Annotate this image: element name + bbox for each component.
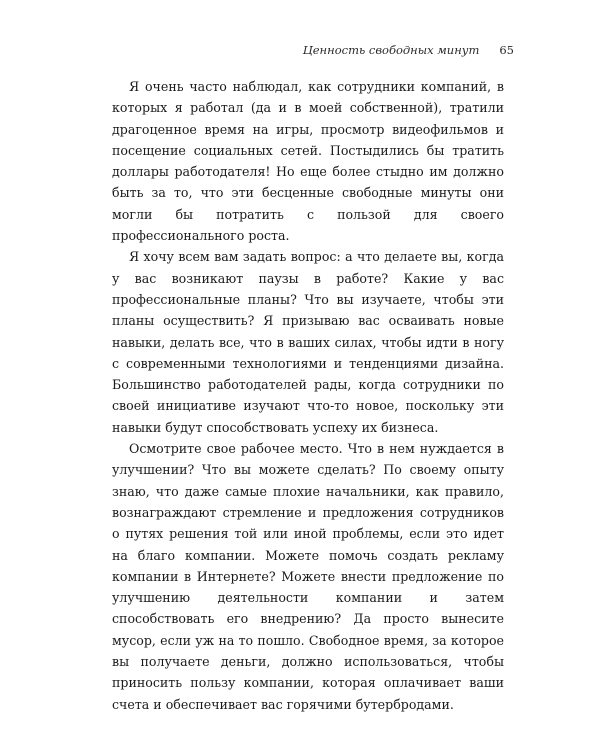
paragraph-3: Осмотрите свое рабочее место. Что в нем нуждается в улучшении? Что вы можете сделать? По своему опыту знаю, что даже самые плохие начальники, как правило, вознаграждают стремление и предложения сотрудников о путях решения той или иной проблемы, если это идет на благо компании. Можете помочь создать рекламу компании в Интернете? Можете внести предложение по улучшению деятельности компании и затем способствовать его внедрению? Да просто вынесите мусор, если уж на то пошло. Свободное время, за которое вы получаете деньги, должно использоваться, чтобы приносить пользу компании, которая оплачивает ваши счета и обеспечивает вас горячими бутербродами. — [112, 441, 504, 712]
running-head — [110, 43, 514, 57]
paragraph-2: Я хочу всем вам задать вопрос: а что делаете вы, когда у вас возникают паузы в работе? Какие у вас профессиональные планы? Что вы изучаете, чтобы эти планы осуществить? Я призываю вас осваивать новые навыки, делать все, что в ваших силах, чтобы идти в ногу с современными технологиями и тенденциями дизайна. Большинство работодателей рады, когда сотрудники по своей инициативе изучают что-то новое, поскольку эти навыки будут способствовать успеху их бизнеса. — [112, 249, 504, 435]
page-number: 65 — [499, 43, 514, 57]
paragraph-1: Я очень часто наблюдал, как сотрудники компаний, в которых я работал (да и в моей собственной), тратили драгоценное время на игры, просмотр видеофильмов и посещение социальных сетей. Постыдились бы тратить доллары работодателя! Но еще более стыдно им должно быть за то, что эти бесценные свободные минуты они могли бы потратить с пользой для своего профессионального роста. — [112, 79, 504, 244]
body-text — [112, 76, 504, 715]
running-title: Ценность свободных минут — [302, 43, 480, 57]
